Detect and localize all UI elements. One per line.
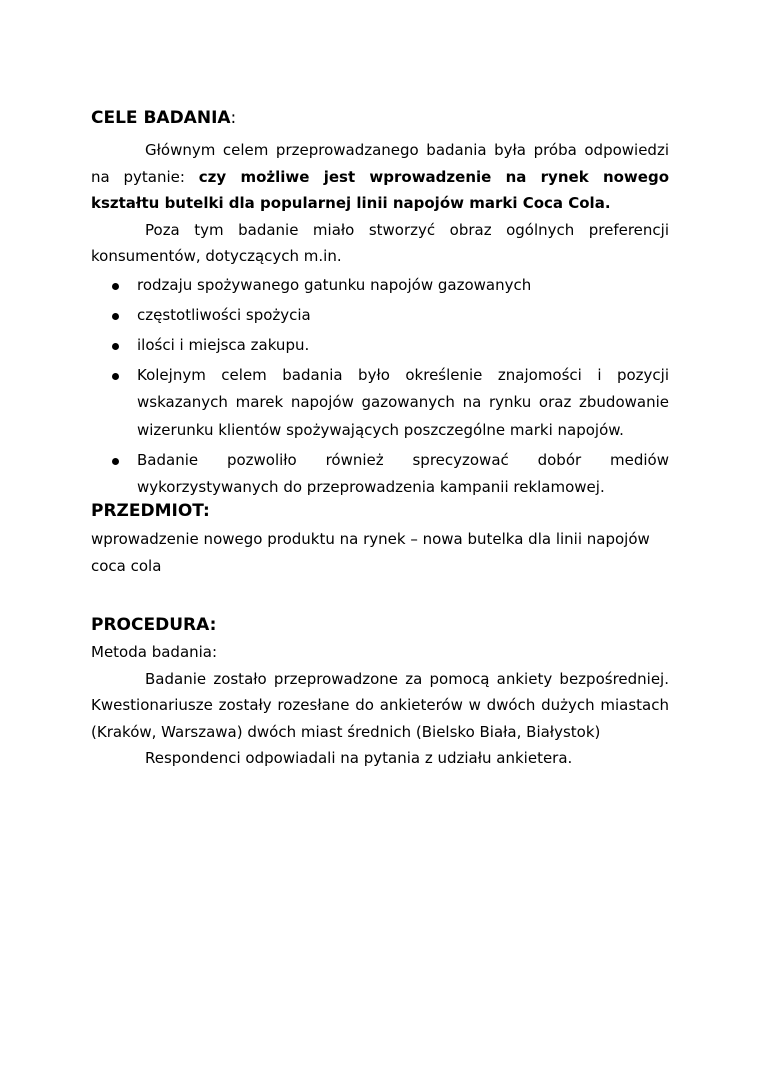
list-item	[91, 272, 669, 300]
bullet-dot-icon	[112, 373, 119, 380]
procedura-paragraph-survey: Badanie zostało przeprowadzone za pomocą ankiety bezpośredniej. Kwestionariusze zostały rozesłane do ankieterów w dwóch dużych miastach (Kraków, Warszawa) dwóch miast średnich (Bielsko Biała, Białystok)	[91, 669, 669, 741]
list-item-text: Badanie pozwoliło również sprecyzować dobór mediów wykorzystywanych do przeprowadzenia kampanii reklamowej.	[137, 450, 669, 496]
bullet-dot-icon	[112, 313, 119, 320]
bullet-dot-icon	[112, 458, 119, 465]
section-heading-cele	[91, 106, 669, 130]
cele-heading-text: CELE BADANIA	[91, 108, 231, 128]
list-item-text: ilości i miejsca zakupu.	[137, 335, 310, 354]
list-item	[91, 362, 669, 445]
cele-paragraph-preferences-text: Poza tym badanie miało stworzyć obraz ogólnych preferencji konsumentów, dotyczących m.in.	[91, 220, 669, 265]
cele-paragraph-preferences	[91, 217, 669, 270]
procedura-method-label: Metoda badania:	[91, 643, 218, 661]
list-item	[91, 447, 669, 502]
cele-heading-colon: :	[230, 108, 237, 128]
section-heading-przedmiot: PRZEDMIOT:	[91, 501, 210, 521]
section-heading-procedura: PROCEDURA:	[91, 615, 217, 635]
list-item-text: Kolejnym celem badania było określenie znajomości i pozycji wskazanych marek napojów gazowanych na rynku oraz zbudowanie wizerunku klientów spożywających poszczególne marki napojów.	[137, 365, 669, 439]
bullet-dot-icon	[112, 343, 119, 350]
document-page	[91, 104, 669, 772]
przedmiot-text: wprowadzenie nowego produktu na rynek – nowa butelka dla linii napojów coca cola	[91, 530, 650, 575]
cele-bullet-list	[91, 272, 669, 502]
list-item	[91, 302, 669, 330]
list-item-text: rodzaju spożywanego gatunku napojów gazowanych	[137, 275, 532, 294]
cele-paragraph-intro: Głównym celem przeprowadzanego badania była próba odpowiedzi na pytanie:	[91, 141, 669, 186]
list-item	[91, 332, 669, 360]
cele-research-question: czy możliwe jest wprowadzenie na rynek nowego kształtu butelki dla popularnej linii napojów marki Coca Cola.	[91, 167, 669, 212]
bullet-dot-icon	[112, 283, 119, 290]
list-item-text: częstotliwości spożycia	[137, 305, 311, 324]
procedura-paragraph-respondents: Respondenci odpowiadali na pytania z udziału ankietera.	[145, 749, 573, 767]
cele-paragraph-main	[91, 137, 669, 217]
